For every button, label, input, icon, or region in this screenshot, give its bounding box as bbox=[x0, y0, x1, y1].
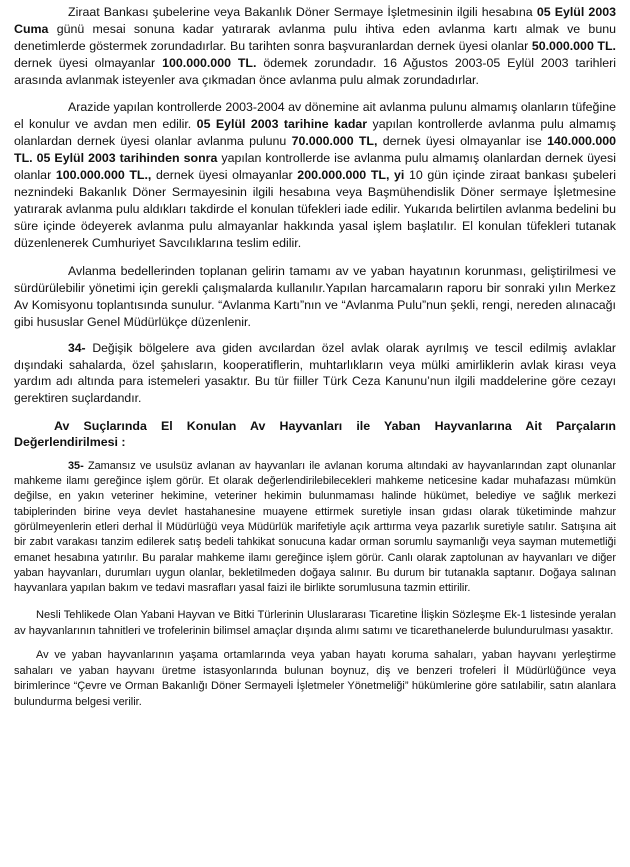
text-run: Ziraat Bankası şubelerine veya Bakanlık Döner Sermaye İşletmesinin ilgili hesabına bbox=[68, 5, 537, 19]
paragraph-field-inspections bbox=[14, 99, 616, 252]
text-run: yapılan kontrollerde avlanma pulu almamış olanlardan dernek üyesi olanlar avlanma pulunu bbox=[14, 117, 616, 148]
bold-text-run: 140.000.000 TL. 05 Eylül 2003 tarihinden sonra bbox=[14, 134, 616, 165]
bold-text-run: 05 Eylül 2003 tarihine kadar bbox=[196, 117, 368, 131]
bold-text-run: 100.000.000 TL., bbox=[55, 168, 152, 182]
text-run: Arazide yapılan kontrollerde 2003-2004 av dönemine ait avlanma pulunu almamış olanların tüfeğine el konulur ve avdan men edilir. bbox=[14, 100, 616, 131]
bold-text-run: 200.000.000 TL, yi bbox=[297, 168, 405, 182]
text-run: ödemek zorundadır. 16 Ağustos 2003-05 Eylül 2003 tarihleri arasında avlanmak isteyenler ava çıkmadan önce avlanma pulu almak zorundadırlar. bbox=[14, 56, 616, 87]
bold-text-run: 50.000.000 TL. bbox=[531, 39, 616, 53]
bold-text-run: 05 Eylül 2003 Cuma bbox=[14, 5, 616, 36]
paragraph-trophies bbox=[14, 648, 616, 710]
paragraph-revenue-usage bbox=[14, 263, 616, 331]
text-run: dernek üyesi olmayanlar ise bbox=[377, 134, 548, 148]
text-run: 10 gün içinde ziraat bankası şubeleri neznindeki Bakanlık Döner Sermayesinin ilgili hesabına veya Başmühendislik Döner sermaye İşletmesine yatırarak avlanma pulu aldıkları takdirde el konulan tüfekleri iade edilir. Yukarıda belirtilen avlanma bedelini bu süre içinde ödeyerek avlanma pulu almayanlar hakkında yasal işlem başlatılır. El konulan tüfekleri tutanak düzenlenerek Cumhuriyet Savcılıklarına teslim edilir. bbox=[14, 168, 617, 250]
paragraph-hunting-stamp-deadline bbox=[14, 4, 616, 89]
paragraph-article-34 bbox=[14, 340, 616, 407]
text-run: Av ve yaban hayvanlarının yaşama ortamlarında veya yaban hayatı koruma sahaları, yaban hayvanı yerleştirme sahaları ve yaban hayvanı üretme istasyonlarında bulunan boynuz, diş ve benzeri trofeleri İl Müdürlüğünce veya birimlerince “Çevre ve Orman Bakanlığı Döner Sermayeli İşletmeler Yönetmeliği” hükümlerine göre satılabilir, satın alanlara bulundurma belgesi verilir. bbox=[14, 649, 616, 709]
text-run: günü mesai sonuna kadar yatırarak avlanma pulu ihtiva eden avlanma kartı almak ve bunu denetimlerde göstermek zorundadırlar. Bu tarihten sonra başvuranlardan dernek üyesi olanlar bbox=[14, 22, 616, 53]
text-run: Değişik bölgelere ava giden avcılardan özel avlak olarak ayrılmış ve tescil edilmiş avlaklar dışındaki sahalarda, özel şahısların, kooperatiflerin, muhtarlıkların veya mülki amirliklerin avlak kirası veya yardım adı altında para istemeleri yasaktır. Bu tür fiiller Türk Ceza Kanunu’nun ilgili maddelerine göre cezayı gerektiren suçlardandır. bbox=[14, 341, 616, 406]
text-run: dernek üyesi olmayanlar bbox=[14, 56, 163, 70]
paragraph-cites-appendix bbox=[14, 608, 616, 640]
bold-text-run: 70.000.000 TL, bbox=[291, 134, 378, 148]
text-run: Nesli Tehlikede Olan Yabani Hayvan ve Bitki Türlerinin Uluslararası Ticaretine İlişkin Sözleşme Ek-1 listesinde yeralan av hayvanlarının tahnitleri ve trofelerinin bilimsel amaçlar dışında alımı satımı ve ticarethanelerde bulundurulması yasaktır. bbox=[14, 609, 616, 638]
paragraph-article-35 bbox=[14, 459, 616, 597]
bold-text-run: 100.000.000 TL. bbox=[162, 56, 257, 70]
section-heading: Av Suçlarında El Konulan Av Hayvanları ile Yaban Hayvanlarına Ait Parçaların Değerlendirilmesi : bbox=[14, 418, 616, 450]
text-run: Zamansız ve usulsüz avlanan av hayvanları ile avlanan koruma altındaki av hayvanlarından zapt olunanlar mahkeme ilamı gereğince işlem görür. Et olarak değerlendirilebilecekleri mahkeme neticesine kadar muhafazası mümkün değilse, en yakın veteriner hekimine, veteriner hekimin bulunmaması halinde hükümet, belediye ve sağlık merkezi tabiplerinden birine veya devlet hastahanesine muayene ettirmek suretiyle insan gıdası olarak tüketiminde mahzur görülmeyenlerin etleri derhal İl Müdürlüğü veya Müdürlük marifetiyle açık arttırma veya pazarlık suretiyle satılır. Satışına ait bir zabıt varakası tanzim edilerek satış bedeli tahkikat sonucuna kadar orman sorumlu saymanlığı veya sayman mutemetliği emanet hesabına yatırılır. Bu paralar mahkeme ilamı gereğince işlem görür. Canlı olarak zaptolunan av hayvanları ve diğer yaban hayvanları, durumları uygun olanlar, bekletilmeden doğaya salınır. Bu durum bir tutanakla saptanır. Doğaya salınan hayvanlara yapılan bakım ve tedavi masrafları yasal faizi ile birlikte sorumlusuna tazmin ettirilir. bbox=[14, 459, 616, 595]
text-run: Avlanma bedellerinden toplanan gelirin tamamı av ve yaban hayatının korunması, geliştirilmesi ve sürdürülebilir yönetimi için gerekli çalışmalarda kullanılır.Yapılan harcamaların raporu bir sonraki yılın Merkez Av Komisyonu toplantısında sunulur. “Avlanma Kartı”nın ve “Avlanma Pulu”nun şekli, rengi, nereden alınacağı gibi hususlar Genel Müdürlükçe düzenlenir. bbox=[14, 264, 616, 329]
text-run: dernek üyesi olmayanlar bbox=[151, 168, 298, 182]
bold-text-run: 34- bbox=[68, 341, 86, 355]
text-run: yapılan kontrollerde ise avlanma pulu almamış olanlardan dernek üyesi olanlar bbox=[14, 151, 616, 182]
bold-text-run: 35- bbox=[68, 459, 84, 472]
